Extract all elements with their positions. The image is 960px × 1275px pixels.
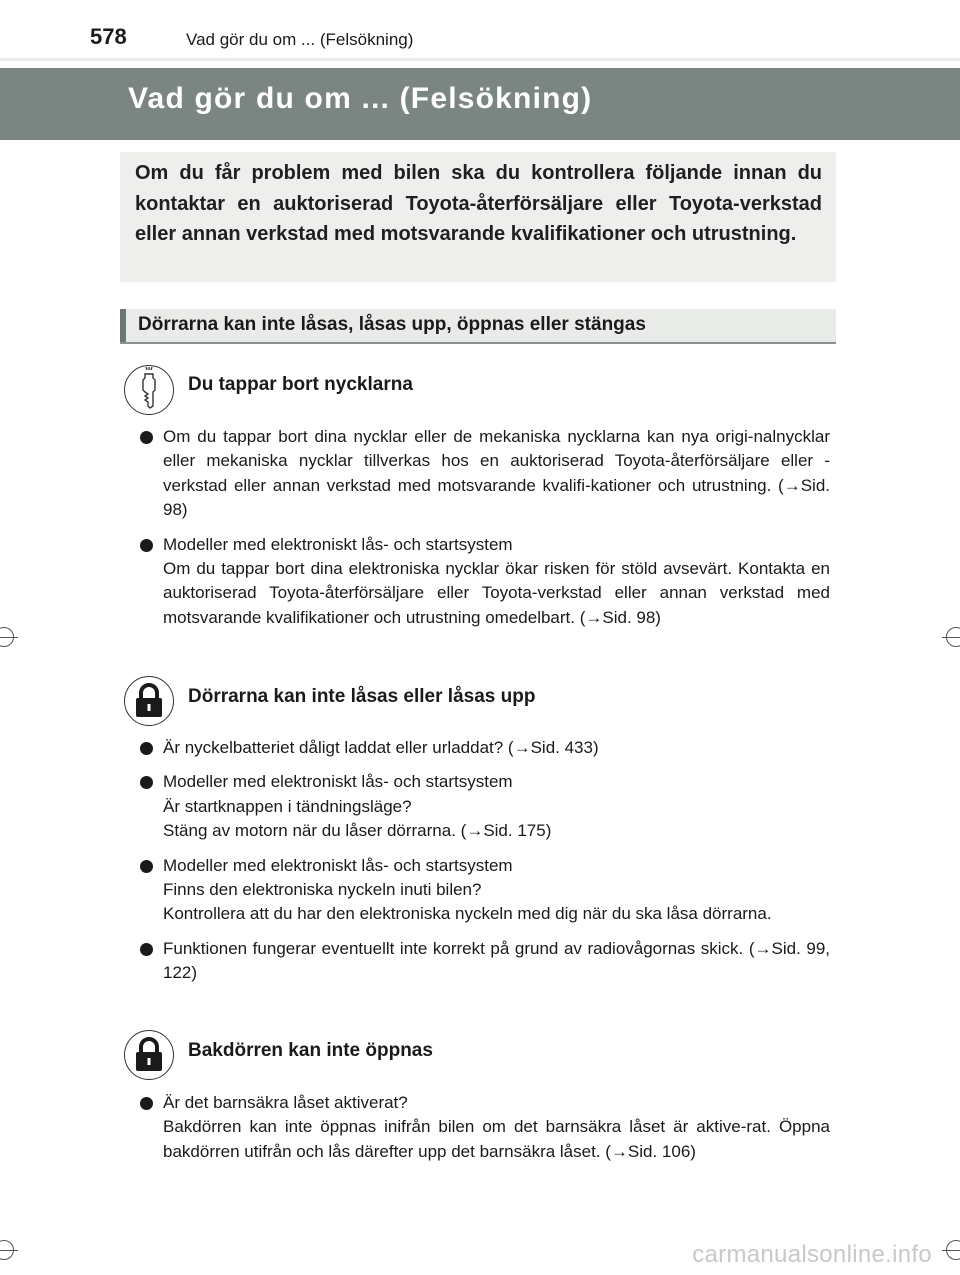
list-item (140, 937, 830, 986)
bullet-text: Om du tappar bort dina nycklar eller de mekaniska nycklarna kan nya origi-nalnycklar eller mekaniska nycklar tillverkas hos en auktoriserad Toyota-återförsäljare eller -verkstad eller annan verkstad med motsvarande kvalifi-kationer och utrustning. (→Sid. 98) (163, 427, 830, 520)
bullet-dot (140, 1097, 153, 1110)
bullet-text: Är nyckelbatteriet dåligt laddat eller urladdat? (→Sid. 433) (163, 738, 599, 757)
subsection-title: Du tappar bort nycklarna (188, 374, 413, 395)
list-item (140, 736, 830, 760)
section-heading-text: Dörrarna kan inte låsas, låsas upp, öppnas eller stängas (138, 314, 646, 335)
watermark: carmanualsonline.info (692, 1241, 932, 1268)
bullet-text: Är det barnsäkra låset aktiverat? (163, 1093, 408, 1112)
bullet-text: Kontrollera att du har den elektroniska nyckeln med dig när du ska låsa dörrarna. (163, 904, 772, 924)
list-item (140, 854, 830, 927)
bullet-text: Om du tappar bort dina elektroniska nycklar ökar risken för stöld avsevärt. Kontakta en auktoriserad Toyota-återförsäljare eller Toyota-verkstad eller annan verkstad med motsvarande kvalifikationer och utrustning omedelbart. (→Sid. 98) (163, 559, 830, 627)
section-heading (120, 309, 836, 344)
page-title: Vad gör du om ... (Felsökning) (128, 82, 593, 115)
bullet-dot (140, 943, 153, 956)
intro-box (120, 152, 836, 282)
list-item (140, 425, 830, 523)
bullet-text: Är startknappen i tändningsläge? (163, 796, 412, 816)
bullet-dot (140, 860, 153, 873)
list-item (140, 770, 830, 843)
bullet-list (140, 736, 830, 996)
intro-text: Om du får problem med bilen ska du kontrollera följande innan du kontaktar en auktoriserad Toyota-återförsäljare eller Toyota-verkstad eller annan verkstad med motsvarande kvalifikationer och utrustning. (135, 162, 822, 245)
running-title: Vad gör du om ... (Felsökning) (186, 30, 414, 49)
header-rule (0, 58, 960, 61)
page-number: 578 (90, 24, 127, 49)
bullet-text: Finns den elektroniska nyckeln inuti bilen? (163, 880, 482, 900)
bullet-text: Stäng av motorn när du låser dörrarna. (→Sid. 175) (163, 821, 552, 841)
bullet-text: Modeller med elektroniskt lås- och startsystem (163, 534, 513, 554)
header-strip (0, 0, 960, 62)
padlock-icon (124, 1030, 174, 1080)
title-bar (0, 68, 960, 140)
bullet-dot (140, 431, 153, 444)
bullet-text: Modeller med elektroniskt lås- och startsystem (163, 772, 513, 792)
list-item (140, 533, 830, 631)
bullet-dot (140, 776, 153, 789)
bullet-dot (140, 539, 153, 552)
subsection-title: Dörrarna kan inte låsas eller låsas upp (188, 686, 536, 707)
key-icon (124, 365, 174, 415)
padlock-icon (124, 676, 174, 726)
list-item (140, 1091, 830, 1164)
bullet-text: Bakdörren kan inte öppnas inifrån bilen om det barnsäkra låset är aktive-rat. Öppna bakdörren utifrån och lås därefter upp det barnsäkra låset. (→Sid. 106) (163, 1117, 830, 1161)
subsection-title: Bakdörren kan inte öppnas (188, 1040, 433, 1061)
bullet-list (140, 425, 830, 640)
bullet-text: Funktionen fungerar eventuellt inte korrekt på grund av radiovågornas skick. (→Sid. 99, 122) (163, 938, 830, 983)
bullet-list (140, 1091, 830, 1174)
bullet-dot (140, 742, 153, 755)
bullet-text: Modeller med elektroniskt lås- och startsystem (163, 855, 513, 875)
